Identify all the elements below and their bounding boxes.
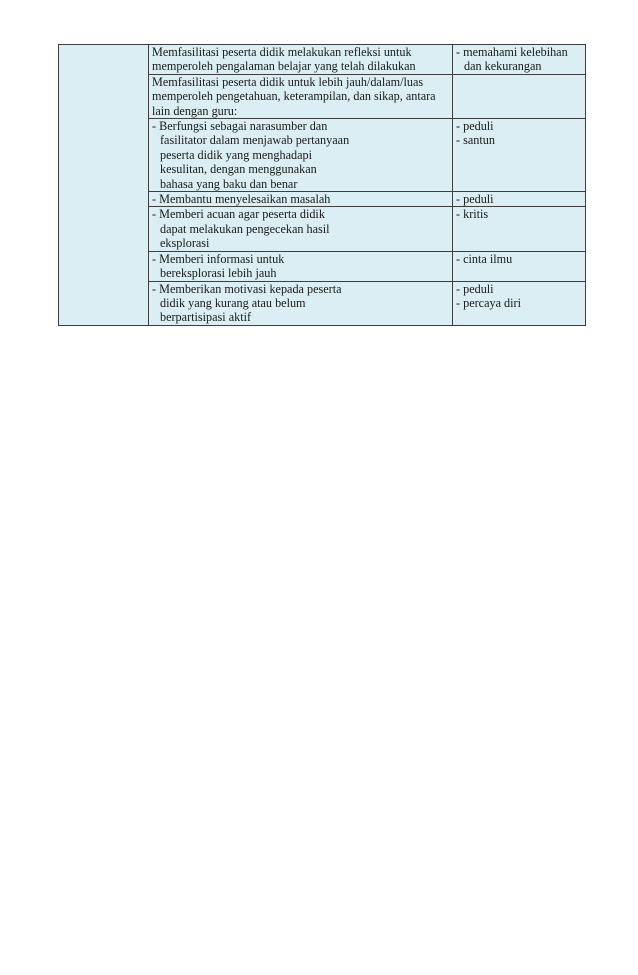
activity-line: memperoleh pengalaman belajar yang telah dilakukan: [152, 59, 416, 74]
activity-line: dapat melakukan pengecekan hasil: [160, 221, 330, 236]
value-cell: [453, 74, 586, 118]
activity-cell: [149, 119, 453, 192]
value-cell: [453, 119, 586, 192]
activity-line: fasilitator dalam menjawab pertanyaan: [160, 133, 350, 148]
activity-line: berpartisipasi aktif: [160, 310, 252, 325]
value-cell: [453, 45, 586, 75]
activity-cell: [149, 251, 453, 281]
activity-line: - Memberi informasi untuk: [152, 251, 285, 266]
value-line: - peduli: [456, 192, 494, 207]
activity-line: - Memberikan motivasi kepada peserta: [152, 281, 342, 296]
activity-line: bereksplorasi lebih jauh: [160, 266, 277, 281]
activity-cell: [149, 281, 453, 325]
value-line: - cinta ilmu: [456, 251, 513, 266]
activity-line: peserta didik yang menghadapi: [160, 147, 312, 162]
activity-cell: [149, 192, 453, 207]
value-cell: [453, 192, 586, 207]
table-row: [59, 45, 586, 75]
activity-cell: [149, 74, 453, 118]
value-cell: [453, 207, 586, 251]
activity-line: kesulitan, dengan menggunakan: [160, 162, 317, 177]
stage-cell: [59, 45, 149, 326]
value-line: - memahami kelebihan: [456, 45, 568, 59]
value-line: - peduli: [456, 119, 494, 134]
activity-cell: [149, 207, 453, 251]
value-line: dan kekurangan: [464, 59, 542, 74]
value-line: - percaya diri: [456, 295, 521, 310]
activity-line: eksplorasi: [160, 236, 210, 251]
value-cell: [453, 251, 586, 281]
value-line: - peduli: [456, 281, 494, 296]
activity-line: - Berfungsi sebagai narasumber dan: [152, 119, 328, 134]
value-line: - kritis: [456, 207, 489, 222]
activity-line: Memfasilitasi peserta didik melakukan refleksi untuk: [152, 45, 412, 59]
value-line: - santun: [456, 133, 495, 148]
activity-table: [58, 44, 586, 326]
activity-cell: [149, 45, 453, 75]
activity-line: memperoleh pengetahuan, keterampilan, dan sikap, antara: [152, 89, 436, 104]
activity-line: - Memberi acuan agar peserta didik: [152, 207, 325, 222]
activity-line: Memfasilitasi peserta didik untuk lebih jauh/dalam/luas: [152, 74, 424, 89]
activity-line: bahasa yang baku dan benar: [160, 176, 298, 191]
activity-line: lain dengan guru:: [152, 103, 238, 118]
activity-line: - Membantu menyelesaikan masalah: [152, 192, 331, 207]
value-cell: [453, 281, 586, 325]
activity-line: didik yang kurang atau belum: [160, 295, 306, 310]
